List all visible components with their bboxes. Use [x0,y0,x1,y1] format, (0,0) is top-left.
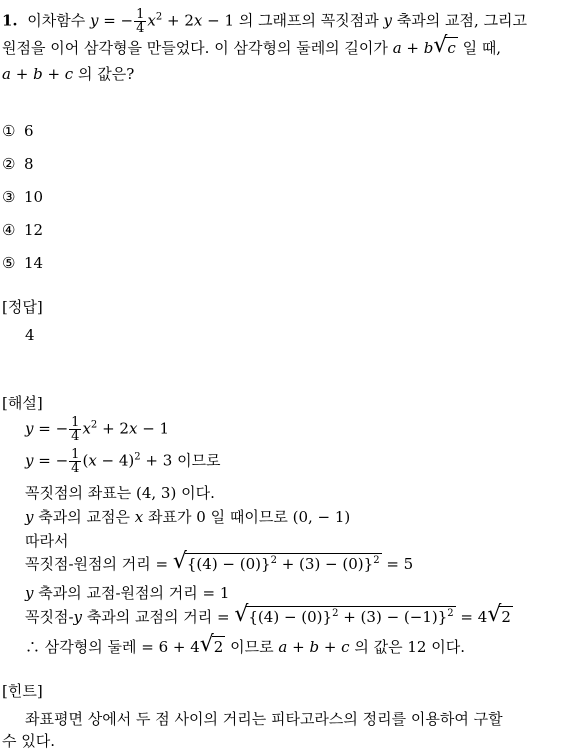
choice-5[interactable]: ⑤ 14 [2,254,44,272]
answer-label: [정답] [2,298,43,316]
explanation-line-2: y = − $\frac{1}{4}$ $(x - 4)^2 + 3$ 이므로 [25,447,221,476]
explanation-line-6: 꼭짓점-원점의 거리 = √ $\{(4) - (0)\}^2 + (3) - (0)\}^2 = 5$ [25,553,413,574]
question-line-2: 원점을 이어 삼각형을 만들었다. 이 삼각형의 둘레의 길이가 a + b√ c 일 때, [2,37,501,58]
explanation-line-4: y 축과의 교점은 x 좌표가 0 일 때이므로 (0, − 1) [25,508,351,526]
explanation-label: [해설] [2,394,43,412]
question-line-1: 1. 이차함수 y = − $\frac{1}{4}$ $x^2 + 2x - 1$ 의 그래프의 꼭짓점과 y 축과의 교점, 그리고 [2,7,528,36]
explanation-line-7: y 축과의 교점-원점의 거리 = 1 [25,584,230,602]
explanation-line-1: y = − $\frac{1}{4}$ $x^2 + 2x - 1$ [25,415,170,444]
choice-2[interactable]: ② 8 [2,155,34,173]
choice-3[interactable]: ③ 10 [2,188,44,206]
answer-value: 4 [25,326,35,344]
question-line-3: a + b + c 의 값은? [2,65,135,83]
choice-4[interactable]: ④ 12 [2,221,44,239]
question-number: 1. [2,11,18,30]
explanation-line-3: 꼭짓점의 좌표는 (4, 3) 이다. [25,484,215,502]
explanation-line-5: 따라서 [25,532,69,550]
explanation-line-8: 꼭짓점-y 축과의 교점의 거리 = √ $\{(4) - (0)\}^2 + (3) - (-1)\}^2 = 4√$ 2 [25,606,513,627]
explanation-line-9: ∴ 삼각형의 둘레 = 6 + 4√ 2 이므로 a + b + c 의 값은 12 이다. [25,636,465,657]
hint-line-1: 좌표평면 상에서 두 점 사이의 거리는 피타고라스의 정리를 이용하여 구할 [25,710,503,728]
hint-line-2: 수 있다. [2,732,56,750]
hint-label: [힌트] [2,682,43,700]
choice-1[interactable]: ① 6 [2,122,34,140]
